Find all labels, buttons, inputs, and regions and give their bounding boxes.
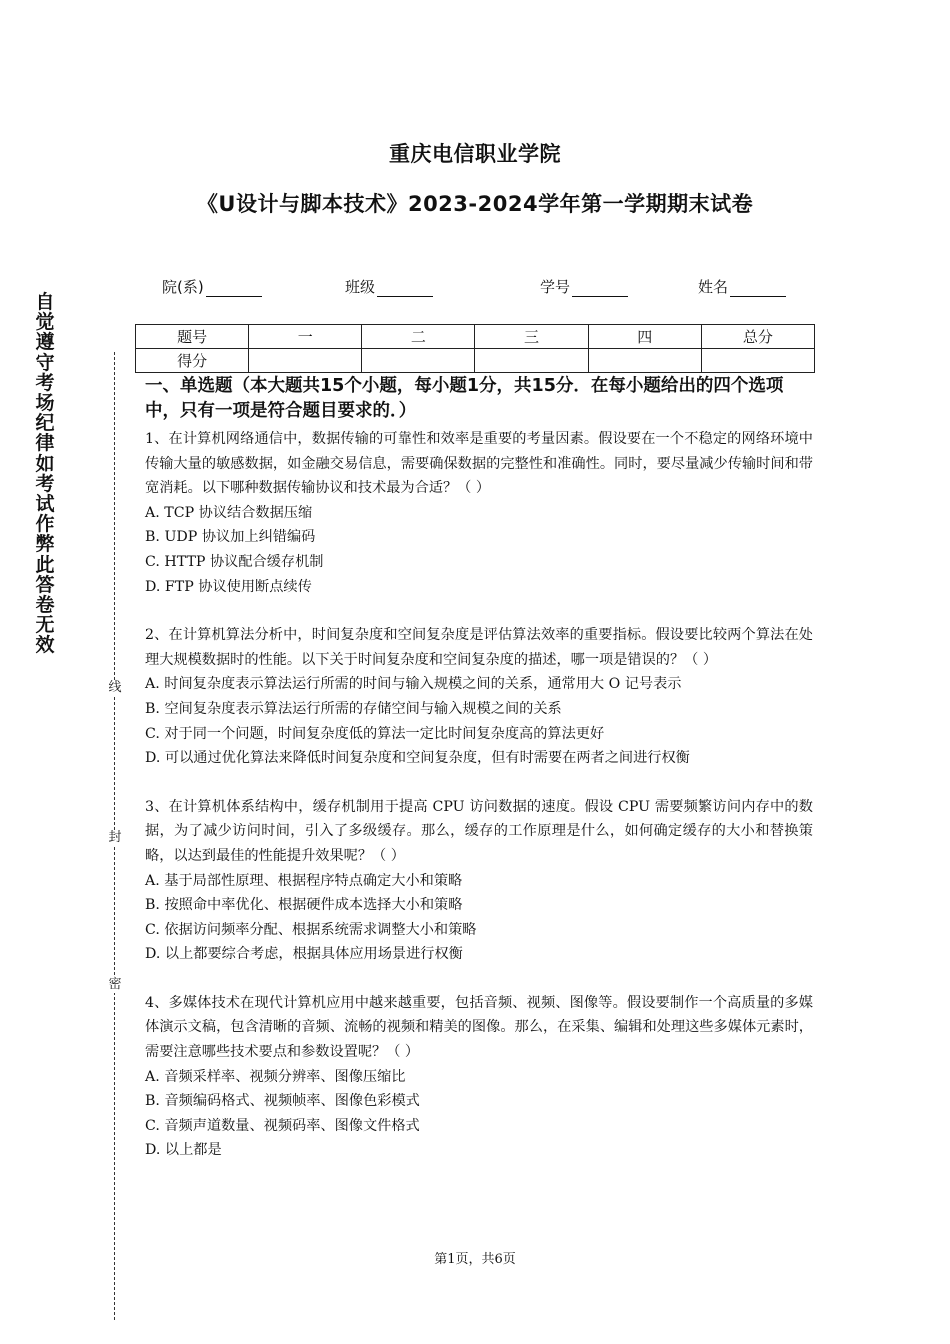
section-heading: 一、单选题（本大题共15个小题，每小题1分，共15分．在每小题给出的四个选项中，只有一项是符合题目要求的．） (145, 376, 784, 421)
student-id-field[interactable] (540, 276, 628, 297)
department-blank[interactable] (206, 280, 262, 297)
score-table-header-cell: 题号 (136, 325, 249, 349)
score-table-header-cell: 一 (249, 325, 362, 349)
question-option[interactable]: C. 依据访问频率分配、根据系统需求调整大小和策略 (145, 921, 477, 938)
side-warning: 自觉遵守考场纪律如考试作弊此答卷无效 (35, 291, 55, 657)
question-option[interactable]: B. 空间复杂度表示算法运行所需的存储空间与输入规模之间的关系 (145, 700, 562, 717)
question-option[interactable]: B. 按照命中率优化、根据硬件成本选择大小和策略 (145, 897, 463, 914)
question-option[interactable]: A. 基于局部性原理、根据程序特点确定大小和策略 (145, 872, 463, 889)
school-name: 重庆电信职业学院 (389, 142, 561, 166)
question-option[interactable]: D. 以上都要综合考虑，根据具体应用场景进行权衡 (145, 946, 463, 963)
exam-content (145, 374, 813, 1187)
question-option[interactable]: D. FTP 协议使用断点续传 (145, 578, 312, 595)
question-option[interactable]: A. 时间复杂度表示算法运行所需的时间与输入规模之间的关系，通常用大 O 记号表示 (145, 676, 682, 693)
question-stem: 3、在计算机体系结构中，缓存机制用于提高 CPU 访问数据的速度。假设 CPU 需要频繁访问内存中的数据，为了减少访问时间，引入了多级缓存。那么，缓存的工作原理是什么，如何确定缓存的大小和替换策略，以达到最佳的性能提升效果呢？（ ） (145, 798, 813, 864)
question-option[interactable]: C. 对于同一个问题，时间复杂度低的算法一定比时间复杂度高的算法更好 (145, 725, 605, 742)
student-id-blank[interactable] (572, 280, 628, 297)
name-field[interactable] (698, 276, 786, 297)
class-blank[interactable] (377, 280, 433, 297)
question-stem: 4、多媒体技术在现代计算机应用中越来越重要，包括音频、视频、图像等。假设要制作一个高质量的多媒体演示文稿，包含清晰的音频、流畅的视频和精美的图像。那么，在采集、编辑和处理这些多媒体元素时，需要注意哪些技术要点和参数设置呢？（ ） (145, 994, 813, 1061)
score-table-header-cell: 二 (362, 325, 475, 349)
page-number: 第1页，共6页 (434, 1252, 516, 1267)
score-table-header-cell: 总分 (701, 325, 814, 349)
question-stem: 2、在计算机算法分析中，时间复杂度和空间复杂度是评估算法效率的重要指标。假设要比较两个算法在处理大规模数据时的性能。以下关于时间复杂度和空间复杂度的描述，哪一项是错误的？（ ） (145, 627, 813, 668)
question-option[interactable]: D. 以上都是 (145, 1142, 222, 1159)
question-option[interactable]: C. 音频声道数量、视频码率、图像文件格式 (145, 1117, 420, 1134)
question-2 (145, 623, 813, 771)
score-cell[interactable] (701, 349, 814, 373)
class-label: 班级 (345, 278, 376, 296)
class-field[interactable] (345, 276, 433, 297)
question-1 (145, 427, 813, 599)
name-label: 姓名 (698, 278, 729, 296)
exam-title: 《U设计与脚本技术》2023-2024学年第一学期期末试卷 (196, 192, 754, 216)
score-table-score-row (136, 349, 815, 373)
question-4 (145, 991, 813, 1163)
score-table-header-cell: 四 (588, 325, 701, 349)
score-cell[interactable] (249, 349, 362, 373)
question-option[interactable]: B. UDP 协议加上纠错编码 (145, 529, 316, 546)
score-row-label: 得分 (136, 349, 249, 373)
department-field[interactable] (162, 276, 262, 297)
score-cell[interactable] (362, 349, 475, 373)
score-cell[interactable] (588, 349, 701, 373)
question-option[interactable]: A. 音频采样率、视频分辨率、图像压缩比 (145, 1068, 406, 1085)
student-info-row (0, 276, 950, 300)
question-stem: 1、在计算机网络通信中，数据传输的可靠性和效率是重要的考量因素。假设要在一个不稳定的网络环境中传输大量的敏感数据，如金融交易信息，需要确保数据的完整性和准确性。同时，要尽量减少传输时间和带宽消耗。以下哪种数据传输协议和技术最为合适？（ ） (145, 431, 813, 497)
question-option[interactable]: B. 音频编码格式、视频帧率、图像色彩模式 (145, 1093, 420, 1110)
department-label: 院(系) (162, 278, 204, 296)
question-option[interactable]: C. HTTP 协议配合缓存机制 (145, 553, 324, 570)
seal-mark-secret: 密 (108, 977, 122, 992)
seal-mark-seal: 封 (108, 830, 122, 845)
name-blank[interactable] (730, 280, 786, 297)
question-option[interactable]: D. 可以通过优化算法来降低时间复杂度和空间复杂度，但有时需要在两者之间进行权衡 (145, 750, 690, 767)
score-cell[interactable] (475, 349, 588, 373)
question-3 (145, 795, 813, 967)
score-table (135, 324, 815, 373)
score-table-header-row (136, 325, 815, 349)
seal-mark-line: 线 (108, 680, 122, 695)
score-table-header-cell: 三 (475, 325, 588, 349)
question-option[interactable]: A. TCP 协议结合数据压缩 (145, 504, 313, 521)
student-id-label: 学号 (540, 278, 571, 296)
